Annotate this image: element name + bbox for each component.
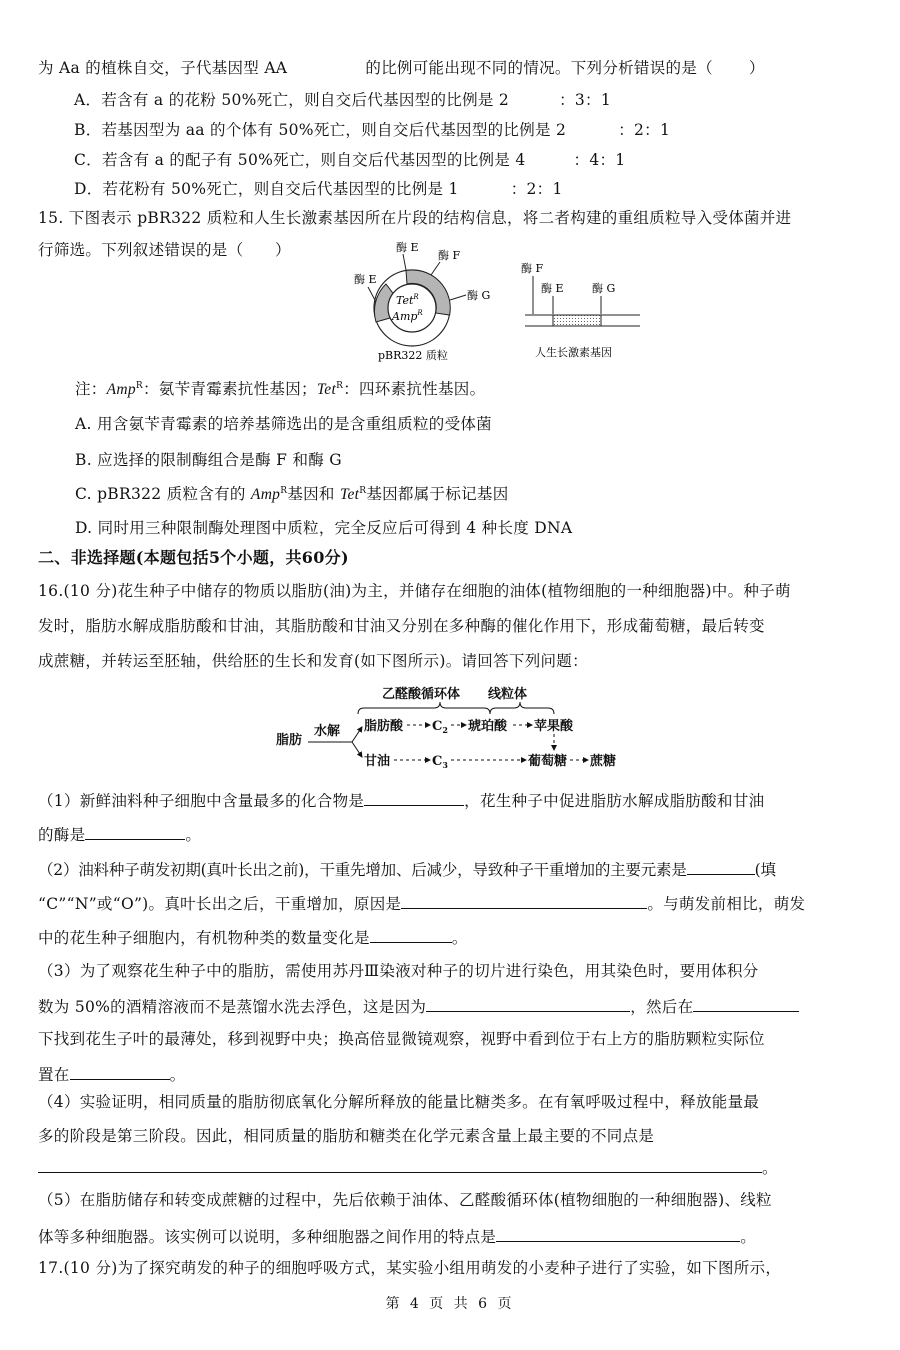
q16-sub5-line2 [38, 1225, 756, 1247]
tet-desc: ：四环素抗性基因。 [343, 380, 486, 398]
text: 。 [169, 1066, 186, 1084]
q16-stem-line3: 成蔗糖，并转运至胚轴，供给胚的生长和发育(如下图所示)。请回答下列问题： [38, 652, 588, 670]
option-tail: ：2：1 [618, 121, 671, 139]
answer-blank-2[interactable] [85, 823, 185, 840]
branch-down-arrow [352, 742, 362, 757]
fatty-acid-label: 脂肪酸 [364, 719, 404, 734]
option-label: D． [74, 180, 103, 198]
superscript-r: R [336, 381, 344, 391]
amp-gene-term: Amp [250, 486, 281, 503]
text: 。 [740, 1228, 757, 1246]
option-tail: ：3：1 [559, 91, 611, 109]
q15-option-a [75, 414, 492, 434]
q16-sub3-line1: （3）为了观察花生种子中的脂肪，需使用苏丹Ⅲ染液对种子的切片进行染色，用其染色时，要用体积分 [38, 962, 759, 980]
pbr322-plasmid-figure [340, 238, 510, 363]
option-text: 若花粉有 50%死亡，则自交后代基因型的比例是 1 [102, 180, 459, 198]
c3-label: $C_3$ [432, 754, 448, 770]
q15-option-c [75, 484, 509, 505]
q15-option-d [75, 518, 572, 538]
option-label: C． [74, 151, 102, 169]
option-text: 应选择的限制酶组合是酶 F 和酶 G [97, 451, 342, 469]
answer-blank-6[interactable] [426, 995, 630, 1012]
q16-sub2-line1 [38, 858, 776, 880]
gene-enzyme-e-label: 酶 E [541, 282, 564, 295]
succinate-label: 琥珀酸 [468, 719, 508, 734]
glyoxysome-brace [358, 702, 490, 714]
option-text: pBR322 质粒含有的 [97, 485, 246, 503]
text: 中的花生种子细胞内，有机物种类的数量变化是 [38, 929, 370, 947]
q16-sub4-line1: （4）实验证明，相同质量的脂肪彻底氧化分解所释放的能量比糖类多。在有氧呼吸过程中，释放能量最 [38, 1093, 760, 1111]
text: 。与萌发前相比，萌发 [647, 895, 806, 913]
q16-sub5-line1: （5）在脂肪储存和转变成蔗糖的过程中，先后依赖于油体、乙醛酸循环体(植物细胞的一种细胞器)、线粒 [38, 1191, 772, 1209]
q16-sub2-line2 [38, 892, 805, 914]
page-footer: 第 4 页 共 6 页 [385, 1296, 515, 1312]
amp-desc: ：氨苄青霉素抗性基因； [143, 380, 317, 398]
answer-blank-7[interactable] [693, 995, 799, 1012]
gene-enzyme-f-label: 酶 F [521, 262, 544, 275]
enzyme-e-top-arrow [403, 254, 406, 270]
enzyme-g-arrow [450, 295, 466, 300]
answer-blank-9[interactable] [38, 1156, 762, 1173]
note-prefix: 注： [75, 380, 107, 398]
answer-blank-5[interactable] [370, 926, 452, 943]
hgh-gene-region [553, 315, 601, 326]
q14-stem-part-a: 为 Aa 的植株自交，子代基因型 AA [38, 59, 288, 77]
gene-segment-caption: 人生长激素基因 [535, 346, 612, 359]
q14-option-a [74, 90, 611, 110]
option-text: 若含有 a 的花粉 50%死亡，则自交后代基因型的比例是 2 [101, 91, 510, 109]
option-text: 基因和 [287, 485, 335, 503]
q16-sub3-line4 [38, 1063, 185, 1085]
option-label: B． [74, 121, 102, 139]
superscript-r: R [359, 486, 367, 496]
tet-gene-term: Tet [339, 486, 360, 503]
amp-gene-label: Amp$^R$ [392, 309, 423, 323]
branch-up-arrow [352, 727, 362, 742]
option-label: C. [75, 485, 92, 503]
q16-stem-line1: 16.(10 分)花生种子中储存的物质以脂肪(油)为主，并储存在细胞的油体(植物细胞的一种细胞器)中。种子萌 [38, 582, 791, 600]
q16-sub4-line2: 多的阶段是第三阶段。因此，相同质量的脂肪和糖类在化学元素含量上最主要的不同点是 [38, 1127, 655, 1145]
tet-gene-term: Tet [316, 381, 337, 398]
q14-stem-part-b: 的比例可能出现不同的情况。下列分析错误的是（ [365, 59, 713, 77]
text: 数为 50%的酒精溶液而不是蒸馏水洗去浮色，这是因为 [38, 998, 427, 1016]
q15-stem-line1: 15. 下图表示 pBR322 质粒和人生长激素基因所在片段的结构信息，将二者构建的重组质粒导入受体菌并进 [38, 209, 792, 227]
option-label: A． [74, 91, 102, 109]
text: （1）新鲜油料种子细胞中含量最多的化合物是 [38, 792, 365, 810]
option-text: 若含有 a 的配子有 50%死亡，则自交后代基因型的比例是 4 [101, 151, 526, 169]
answer-blank-10[interactable] [496, 1225, 740, 1242]
fat-conversion-diagram [270, 680, 630, 775]
q16-sub1-line2 [38, 823, 201, 845]
q16-stem-line2: 发时，脂肪水解成脂肪酸和甘油，其脂肪酸和甘油又分别在多种酶的催化作用下，形成葡萄糖，最后转变 [38, 617, 765, 635]
option-label: D. [75, 519, 93, 537]
option-tail: ：4：1 [573, 151, 626, 169]
q16-sub3-line2 [38, 995, 799, 1017]
enzyme-g-label: 酶 G [467, 289, 491, 302]
enzyme-e-left-arrow [368, 287, 376, 302]
text: (填 [754, 861, 776, 879]
fat-label: 脂肪 [276, 733, 303, 748]
c2-label: $C_2$ [432, 719, 448, 735]
q14-stem-part-c: ） [748, 59, 765, 77]
section-2-title: 二、非选择题(本题包括5个小题，共60分) [38, 548, 349, 567]
hgh-gene-segment-figure [515, 255, 650, 360]
enzyme-f-label: 酶 F [438, 249, 461, 262]
superscript-r: R [135, 381, 143, 391]
q14-option-d [74, 179, 563, 199]
organelle-glyoxysome-label: 乙醛酸循环体 [382, 687, 461, 702]
q14-option-c [74, 150, 625, 170]
q17-stem: 17.(10 分)为了探究萌发的种子的细胞呼吸方式，某实验小组用萌发的小麦种子进行了实验，如下图所示， [38, 1259, 782, 1277]
glucose-label: 葡萄糖 [528, 754, 568, 769]
option-tail: ：2：1 [510, 180, 563, 198]
sucrose-label: 蔗糖 [590, 754, 617, 769]
amp-gene-term: Amp [106, 381, 136, 398]
text: “C”“N”或“O”)。真叶长出之后，干重增加，原因是 [38, 895, 402, 913]
answer-blank-4[interactable] [401, 892, 647, 909]
option-text: 用含氨苄青霉素的培养基筛选出的是含重组质粒的受体菌 [96, 415, 492, 433]
option-text: 若基因型为 aa 的个体有 50%死亡，则自交后代基因型的比例是 2 [101, 121, 567, 139]
q15-note [75, 379, 485, 400]
q16-sub3-line3: 下找到花生子叶的最薄处，移到视野中央；换高倍显微镜观察，视野中看到位于右上方的脂肪颗粒实际位 [38, 1030, 765, 1048]
text: 置在 [38, 1066, 70, 1084]
q16-sub4-line3 [38, 1156, 778, 1178]
text: 。 [185, 826, 202, 844]
organelle-mitochondria-label: 线粒体 [488, 687, 528, 702]
answer-blank-1[interactable] [364, 789, 464, 806]
q16-sub1-line1 [38, 789, 764, 811]
text: 体等多种细胞器。该实例可以说明，多种细胞器之间作用的特点是 [38, 1228, 497, 1246]
option-text: 同时用三种限制酶处理图中质粒，完全反应后可得到 4 种长度 DNA [97, 519, 573, 537]
q14-option-b [74, 120, 670, 140]
glycerol-label: 甘油 [364, 754, 391, 769]
gene-enzyme-g-label: 酶 G [592, 282, 616, 295]
superscript-r: R [280, 486, 288, 496]
option-label: A. [75, 415, 92, 433]
q16-sub2-line3 [38, 926, 468, 948]
q15-option-b [75, 450, 342, 470]
enzyme-e-left-label: 酶 E [354, 273, 377, 286]
tet-gene-label: Tet$^R$ [396, 293, 419, 307]
mitochondria-brace [490, 702, 554, 714]
text: 。 [762, 1159, 778, 1177]
q14-stem [38, 58, 765, 78]
text: 的酶是 [38, 826, 86, 844]
option-text: 基因都属于标记基因 [366, 485, 509, 503]
q15-stem-line2: 行筛选。下列叙述错误的是（ ） [38, 241, 291, 259]
enzyme-e-top-label: 酶 E [396, 241, 419, 254]
hydrolysis-label: 水解 [314, 724, 341, 739]
plasmid-caption: pBR322 质粒 [378, 349, 448, 362]
malate-label: 苹果酸 [534, 719, 574, 734]
text: ，然后在 [630, 998, 694, 1016]
text: （2）油料种子萌发初期(真叶长出之前)，干重先增加、后减少，导致种子干重增加的主要元素是 [38, 861, 687, 879]
option-label: B. [75, 451, 92, 469]
text: ，花生种子中促进脂肪水解成脂肪酸和甘油 [464, 792, 765, 810]
text: 。 [451, 929, 468, 947]
enzyme-f-arrow [431, 262, 440, 275]
answer-blank-8[interactable] [70, 1063, 170, 1080]
plasmid-inner-ring [388, 284, 436, 332]
answer-blank-3[interactable] [687, 858, 755, 875]
